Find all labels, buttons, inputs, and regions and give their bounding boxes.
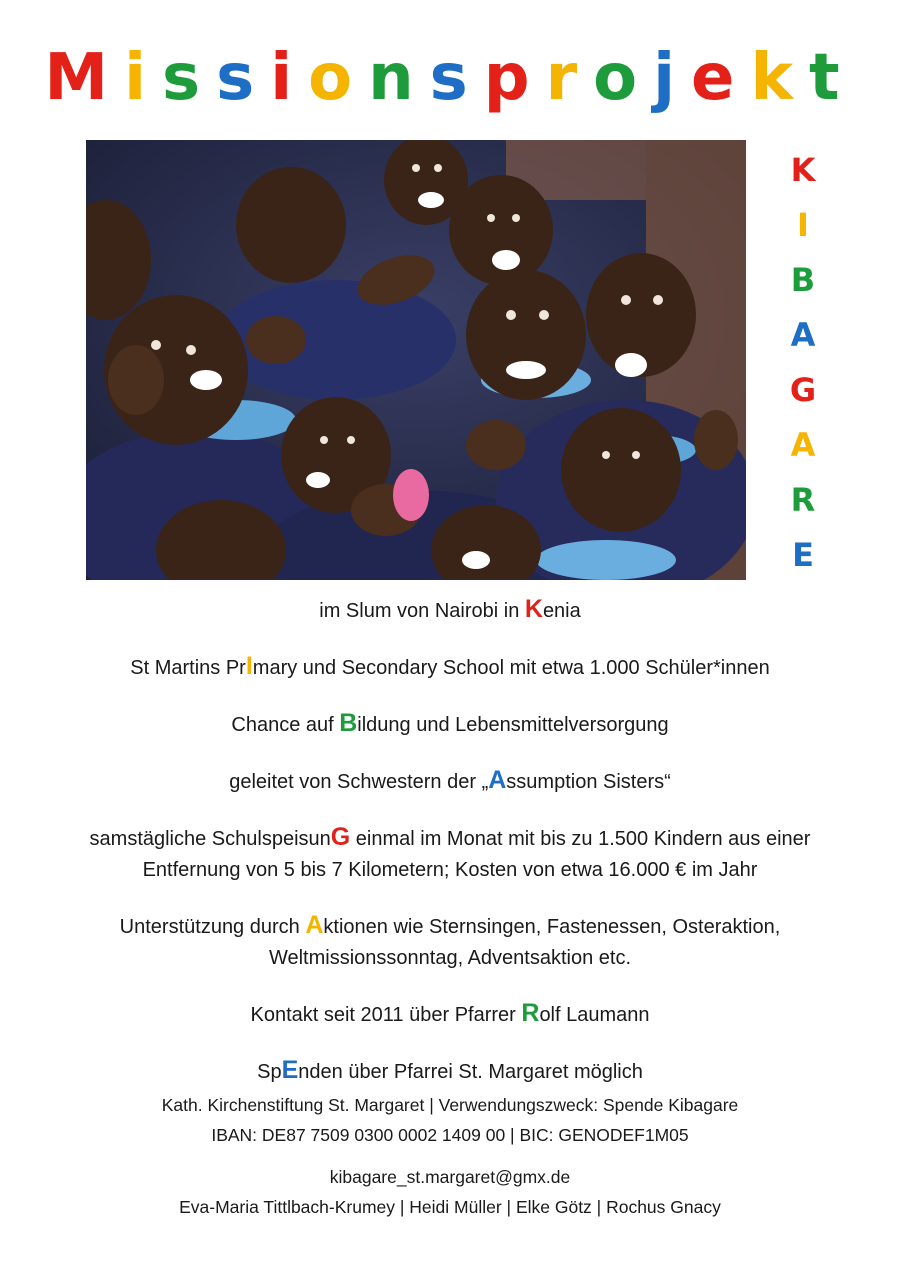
info-text: ssumption Sisters“: [506, 771, 671, 793]
info-text: Kontakt seit 2011 über Pfarrer: [250, 1004, 522, 1026]
title-letter: p: [483, 41, 546, 115]
info-text: mary und Secondary School mit etwa 1.000 Schüler*innen: [252, 657, 770, 679]
info-text: nden über Pfarrei St. Margaret möglich: [298, 1061, 643, 1083]
info-text: Unterstützung durch: [119, 916, 306, 938]
vertical-letter: K: [790, 151, 816, 189]
info-lines: [40, 594, 860, 1112]
contact-persons: Eva-Maria Tittlbach-Krumey | Heidi Müller | Elke Götz | Rochus Gnacy: [179, 1197, 721, 1217]
highlight-letter: E: [281, 1056, 299, 1084]
info-line: [40, 651, 860, 684]
highlight-letter: G: [330, 823, 351, 851]
highlight-letter: I: [245, 652, 253, 680]
info-text: im Slum von Nairobi in: [319, 600, 525, 622]
info-text: Sp: [257, 1061, 282, 1083]
info-line: [40, 765, 860, 798]
title-letter: o: [308, 41, 369, 115]
contact-footer: [40, 1090, 860, 1222]
title-letter: o: [593, 41, 654, 115]
vertical-letter: I: [797, 206, 809, 244]
vertical-letter: R: [790, 481, 816, 519]
title-letter: s: [216, 41, 271, 115]
page-title: [0, 41, 900, 115]
info-text: Chance auf: [231, 714, 340, 736]
title-letter: s: [162, 41, 217, 115]
title-letter: M: [44, 41, 125, 115]
vertical-letter: A: [790, 426, 816, 464]
vertical-letter: B: [790, 261, 816, 299]
info-text: St Martins Pr: [130, 657, 246, 679]
children-photo: [86, 140, 746, 580]
info-text: olf Laumann: [539, 1004, 650, 1026]
title-letter: s: [429, 41, 484, 115]
vertical-letter: E: [792, 536, 814, 574]
bank-line: Kath. Kirchenstiftung St. Margaret | Verwendungszweck: Spende Kibagare: [161, 1095, 739, 1115]
highlight-letter: R: [521, 999, 540, 1027]
info-line: [40, 594, 860, 627]
title-letter: n: [368, 41, 430, 115]
highlight-letter: B: [339, 709, 358, 737]
info-text: geleitet von Schwestern der „: [229, 771, 489, 793]
title-letter: i: [270, 41, 309, 115]
highlight-letter: A: [305, 911, 324, 939]
iban-line: IBAN: DE87 7509 0300 0002 1409 00 | BIC: GENODEF1M05: [211, 1125, 689, 1145]
info-line: [40, 1055, 860, 1088]
info-line: [40, 910, 860, 974]
info-text: samstägliche Schulspeisun: [89, 828, 331, 850]
info-line: [40, 822, 860, 886]
info-line: [40, 998, 860, 1031]
highlight-letter: K: [524, 595, 543, 623]
kibagare-vertical-word: [770, 150, 836, 590]
highlight-letter: A: [488, 766, 507, 794]
title-letter: i: [124, 41, 163, 115]
title-letter: e: [691, 41, 751, 115]
email-address: kibagare_st.margaret@gmx.de: [329, 1167, 571, 1187]
title-letter: j: [653, 41, 692, 115]
title-letter: k: [750, 41, 810, 115]
vertical-letter: A: [790, 316, 816, 354]
info-line: [40, 708, 860, 741]
title-letter: t: [809, 41, 856, 115]
vertical-letter: G: [789, 371, 817, 409]
children-photo-illustration: [86, 140, 746, 580]
info-text: enia: [542, 600, 581, 622]
info-text: ktionen wie Sternsingen, Fastenessen, Osteraktion, Weltmissionssonntag, Adventsaktion etc.: [268, 916, 781, 969]
info-text: ildung und Lebensmittelversorgung: [357, 714, 669, 736]
title-letter: r: [545, 41, 594, 115]
info-text: einmal im Monat mit bis zu 1.500 Kindern aus einer Entfernung von 5 bis 7 Kilometern; Kosten von etwa 16.000 € im Jahr: [142, 828, 811, 881]
